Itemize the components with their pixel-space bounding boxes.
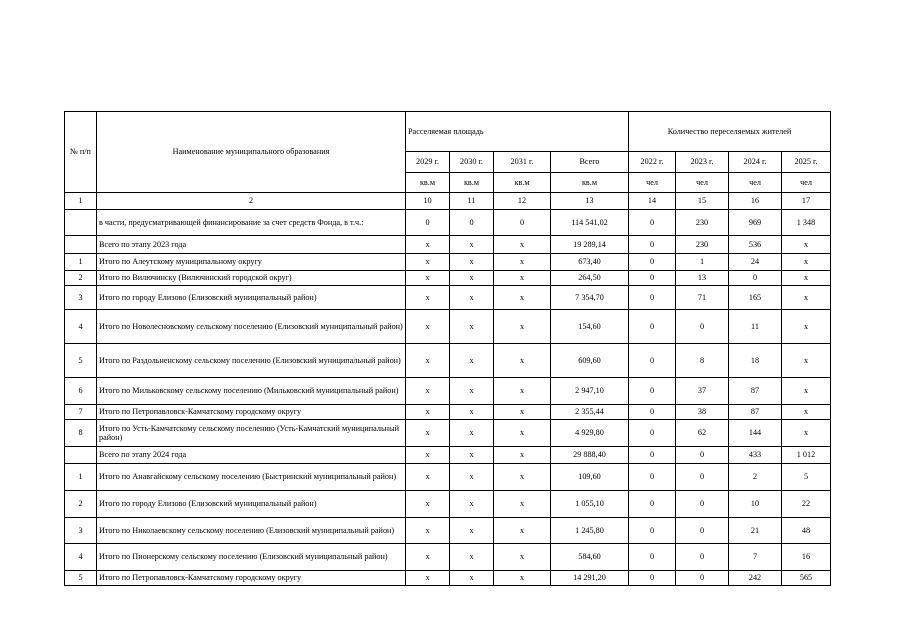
header-unit: кв.м bbox=[494, 173, 551, 193]
value-cell: 0 bbox=[629, 544, 676, 571]
municipality-name: Всего по этапу 2024 года bbox=[97, 447, 406, 464]
value-cell: 1 bbox=[676, 254, 729, 271]
value-cell: 7 bbox=[729, 544, 782, 571]
value-cell: х bbox=[494, 518, 551, 544]
row-number bbox=[65, 236, 97, 254]
value-cell: х bbox=[450, 236, 494, 254]
value-cell: 14 291,20 bbox=[551, 571, 629, 586]
value-cell: х bbox=[406, 344, 450, 378]
row-number: 7 bbox=[65, 405, 97, 420]
row-number: 5 bbox=[65, 571, 97, 586]
column-number-row bbox=[65, 193, 831, 210]
column-number: 2 bbox=[97, 193, 406, 210]
value-cell: 433 bbox=[729, 447, 782, 464]
header-year: 2023 г. bbox=[676, 152, 729, 173]
value-cell: 19 289,14 bbox=[551, 236, 629, 254]
value-cell: 0 bbox=[676, 571, 729, 586]
value-cell: 165 bbox=[729, 286, 782, 310]
row-number bbox=[65, 447, 97, 464]
column-number: 11 bbox=[450, 193, 494, 210]
header-num: № п/п bbox=[65, 112, 97, 193]
header-unit: кв.м bbox=[551, 173, 629, 193]
table-row bbox=[65, 271, 831, 286]
value-cell: х bbox=[782, 310, 831, 344]
value-cell: 18 bbox=[729, 344, 782, 378]
header-unit: чел bbox=[729, 173, 782, 193]
table-row bbox=[65, 210, 831, 236]
value-cell: х bbox=[494, 544, 551, 571]
value-cell: 0 bbox=[629, 518, 676, 544]
value-cell: х bbox=[782, 236, 831, 254]
value-cell: х bbox=[406, 464, 450, 491]
value-cell: 0 bbox=[729, 271, 782, 286]
value-cell: 242 bbox=[729, 571, 782, 586]
header-area-group: Расселяемая площадь bbox=[406, 112, 629, 152]
value-cell: 0 bbox=[494, 210, 551, 236]
value-cell: 4 929,80 bbox=[551, 420, 629, 447]
value-cell: 0 bbox=[629, 254, 676, 271]
column-number: 17 bbox=[782, 193, 831, 210]
value-cell: х bbox=[450, 420, 494, 447]
value-cell: 609,60 bbox=[551, 344, 629, 378]
row-number: 6 bbox=[65, 378, 97, 405]
value-cell: х bbox=[406, 378, 450, 405]
municipality-name: Итого по Пионерскому сельскому поселению (Елизовский муниципальный район) bbox=[97, 544, 406, 571]
header-year: 2024 г. bbox=[729, 152, 782, 173]
value-cell: 2 947,10 bbox=[551, 378, 629, 405]
value-cell: х bbox=[406, 491, 450, 518]
row-number: 2 bbox=[65, 491, 97, 518]
municipality-name: Итого по городу Елизово (Елизовский муниципальный район) bbox=[97, 286, 406, 310]
header-unit: чел bbox=[676, 173, 729, 193]
row-number: 8 bbox=[65, 420, 97, 447]
value-cell: 114 541,02 bbox=[551, 210, 629, 236]
municipality-name: Итого по Вилючинску (Вилючинский городской округ) bbox=[97, 271, 406, 286]
value-cell: х bbox=[494, 286, 551, 310]
value-cell: 0 bbox=[629, 464, 676, 491]
value-cell: х bbox=[494, 491, 551, 518]
row-number: 2 bbox=[65, 271, 97, 286]
table-row bbox=[65, 286, 831, 310]
value-cell: х bbox=[406, 254, 450, 271]
value-cell: 0 bbox=[450, 210, 494, 236]
value-cell: 0 bbox=[406, 210, 450, 236]
value-cell: х bbox=[450, 491, 494, 518]
column-number: 1 bbox=[65, 193, 97, 210]
municipality-name: Итого по Алеутскому муниципальному округу bbox=[97, 254, 406, 271]
value-cell: х bbox=[494, 405, 551, 420]
header-people-group: Количество переселяемых жителей bbox=[629, 112, 831, 152]
value-cell: 22 bbox=[782, 491, 831, 518]
value-cell: 0 bbox=[676, 544, 729, 571]
value-cell: 2 355,44 bbox=[551, 405, 629, 420]
value-cell: х bbox=[494, 344, 551, 378]
value-cell: х bbox=[494, 310, 551, 344]
value-cell: 1 348 bbox=[782, 210, 831, 236]
value-cell: х bbox=[450, 378, 494, 405]
value-cell: х bbox=[406, 271, 450, 286]
municipality-name: Итого по Раздольненскому сельскому поселению (Елизовский муниципальный район) bbox=[97, 344, 406, 378]
value-cell: 230 bbox=[676, 210, 729, 236]
value-cell: 5 bbox=[782, 464, 831, 491]
value-cell: 0 bbox=[629, 378, 676, 405]
value-cell: х bbox=[450, 271, 494, 286]
row-number: 1 bbox=[65, 254, 97, 271]
value-cell: 13 bbox=[676, 271, 729, 286]
municipality-name: Итого по городу Елизово (Елизовский муниципальный район) bbox=[97, 491, 406, 518]
resettlement-table bbox=[64, 111, 831, 586]
value-cell: х bbox=[406, 236, 450, 254]
value-cell: х bbox=[450, 254, 494, 271]
value-cell: 264,50 bbox=[551, 271, 629, 286]
value-cell: 87 bbox=[729, 405, 782, 420]
value-cell: х bbox=[450, 571, 494, 586]
value-cell: х bbox=[450, 344, 494, 378]
table-row bbox=[65, 420, 831, 447]
value-cell: х bbox=[406, 286, 450, 310]
value-cell: х bbox=[450, 286, 494, 310]
table-row bbox=[65, 344, 831, 378]
header-total: Всего bbox=[551, 152, 629, 173]
header-year: 2022 г. bbox=[629, 152, 676, 173]
value-cell: 0 bbox=[629, 447, 676, 464]
value-cell: 969 bbox=[729, 210, 782, 236]
value-cell: х bbox=[494, 254, 551, 271]
value-cell: х bbox=[782, 271, 831, 286]
value-cell: 0 bbox=[629, 405, 676, 420]
value-cell: 0 bbox=[629, 344, 676, 378]
table-row bbox=[65, 254, 831, 271]
value-cell: х bbox=[494, 236, 551, 254]
value-cell: 154,60 bbox=[551, 310, 629, 344]
municipality-name: Итого по Петропавловск-Камчатскому городскому округу bbox=[97, 405, 406, 420]
header-year: 2030 г. bbox=[450, 152, 494, 173]
value-cell: х bbox=[494, 464, 551, 491]
value-cell: 21 bbox=[729, 518, 782, 544]
value-cell: 24 bbox=[729, 254, 782, 271]
value-cell: х bbox=[494, 571, 551, 586]
value-cell: 565 bbox=[782, 571, 831, 586]
value-cell: х bbox=[450, 447, 494, 464]
value-cell: х bbox=[406, 544, 450, 571]
row-number: 3 bbox=[65, 286, 97, 310]
header-unit: кв.м bbox=[406, 173, 450, 193]
value-cell: х bbox=[494, 271, 551, 286]
row-number: 3 bbox=[65, 518, 97, 544]
value-cell: х bbox=[450, 310, 494, 344]
value-cell: 0 bbox=[629, 571, 676, 586]
row-number: 4 bbox=[65, 544, 97, 571]
value-cell: х bbox=[782, 344, 831, 378]
value-cell: 87 bbox=[729, 378, 782, 405]
value-cell: 0 bbox=[676, 491, 729, 518]
value-cell: х bbox=[450, 464, 494, 491]
header-unit: кв.м bbox=[450, 173, 494, 193]
column-number: 16 bbox=[729, 193, 782, 210]
header-unit: чел bbox=[782, 173, 831, 193]
value-cell: 0 bbox=[629, 310, 676, 344]
value-cell: 230 bbox=[676, 236, 729, 254]
table-row bbox=[65, 405, 831, 420]
value-cell: х bbox=[406, 420, 450, 447]
municipality-name: Итого по Анавгайскому сельскому поселению (Быстринский муниципальный район) bbox=[97, 464, 406, 491]
table-row bbox=[65, 378, 831, 405]
header-name: Наименование муниципального образования bbox=[97, 112, 406, 193]
table-row bbox=[65, 571, 831, 586]
value-cell: 536 bbox=[729, 236, 782, 254]
value-cell: 584,60 bbox=[551, 544, 629, 571]
value-cell: 0 bbox=[676, 464, 729, 491]
municipality-name: Всего по этапу 2023 года bbox=[97, 236, 406, 254]
value-cell: х bbox=[494, 378, 551, 405]
header-unit: чел bbox=[629, 173, 676, 193]
table-row bbox=[65, 464, 831, 491]
value-cell: х bbox=[494, 447, 551, 464]
municipality-name: Итого по Николаевскому сельскому поселению (Елизовский муниципальный район) bbox=[97, 518, 406, 544]
column-number: 14 bbox=[629, 193, 676, 210]
row-number bbox=[65, 210, 97, 236]
column-number: 15 bbox=[676, 193, 729, 210]
table-row bbox=[65, 310, 831, 344]
municipality-name: в части, предусматривающей финансирование за счет средств Фонда, в т.ч.: bbox=[97, 210, 406, 236]
row-number: 5 bbox=[65, 344, 97, 378]
value-cell: 10 bbox=[729, 491, 782, 518]
municipality-name: Итого по Петропавловск-Камчатскому городскому округу bbox=[97, 571, 406, 586]
value-cell: х bbox=[406, 447, 450, 464]
value-cell: 0 bbox=[676, 447, 729, 464]
value-cell: х bbox=[782, 420, 831, 447]
municipality-name: Итого по Мильковскому сельскому поселению (Мильковский муниципальный район) bbox=[97, 378, 406, 405]
value-cell: х bbox=[782, 405, 831, 420]
value-cell: 38 bbox=[676, 405, 729, 420]
value-cell: х bbox=[450, 518, 494, 544]
municipality-name: Итого по Новолесновскому сельскому поселению (Елизовский муниципальный район) bbox=[97, 310, 406, 344]
header-year: 2031 г. bbox=[494, 152, 551, 173]
value-cell: 144 bbox=[729, 420, 782, 447]
table-row bbox=[65, 518, 831, 544]
value-cell: 8 bbox=[676, 344, 729, 378]
header-year: 2025 г. bbox=[782, 152, 831, 173]
value-cell: 1 245,80 bbox=[551, 518, 629, 544]
value-cell: 0 bbox=[676, 310, 729, 344]
value-cell: 0 bbox=[629, 271, 676, 286]
value-cell: х bbox=[406, 518, 450, 544]
value-cell: 2 bbox=[729, 464, 782, 491]
value-cell: 16 bbox=[782, 544, 831, 571]
value-cell: 109,60 bbox=[551, 464, 629, 491]
value-cell: х bbox=[782, 254, 831, 271]
municipality-name: Итого по Усть-Камчатскому сельскому поселению (Усть-Камчатский муниципальный район) bbox=[97, 420, 406, 447]
column-number: 13 bbox=[551, 193, 629, 210]
value-cell: х bbox=[782, 378, 831, 405]
value-cell: х bbox=[450, 405, 494, 420]
value-cell: 71 bbox=[676, 286, 729, 310]
value-cell: 0 bbox=[629, 491, 676, 518]
value-cell: 48 bbox=[782, 518, 831, 544]
value-cell: 29 888,40 bbox=[551, 447, 629, 464]
value-cell: 62 bbox=[676, 420, 729, 447]
value-cell: 37 bbox=[676, 378, 729, 405]
value-cell: 7 354,70 bbox=[551, 286, 629, 310]
row-number: 1 bbox=[65, 464, 97, 491]
value-cell: х bbox=[406, 310, 450, 344]
value-cell: 0 bbox=[629, 286, 676, 310]
row-number: 4 bbox=[65, 310, 97, 344]
value-cell: х bbox=[450, 544, 494, 571]
value-cell: 0 bbox=[629, 210, 676, 236]
value-cell: 0 bbox=[629, 236, 676, 254]
value-cell: 0 bbox=[629, 420, 676, 447]
value-cell: 0 bbox=[676, 518, 729, 544]
value-cell: 673,40 bbox=[551, 254, 629, 271]
value-cell: 1 012 bbox=[782, 447, 831, 464]
column-number: 10 bbox=[406, 193, 450, 210]
table-row bbox=[65, 544, 831, 571]
column-number: 12 bbox=[494, 193, 551, 210]
value-cell: х bbox=[782, 286, 831, 310]
table-row bbox=[65, 236, 831, 254]
value-cell: 1 055,10 bbox=[551, 491, 629, 518]
value-cell: х bbox=[406, 405, 450, 420]
table-row bbox=[65, 491, 831, 518]
value-cell: х bbox=[406, 571, 450, 586]
header-year: 2029 г. bbox=[406, 152, 450, 173]
table-row bbox=[65, 447, 831, 464]
value-cell: х bbox=[494, 420, 551, 447]
value-cell: 11 bbox=[729, 310, 782, 344]
